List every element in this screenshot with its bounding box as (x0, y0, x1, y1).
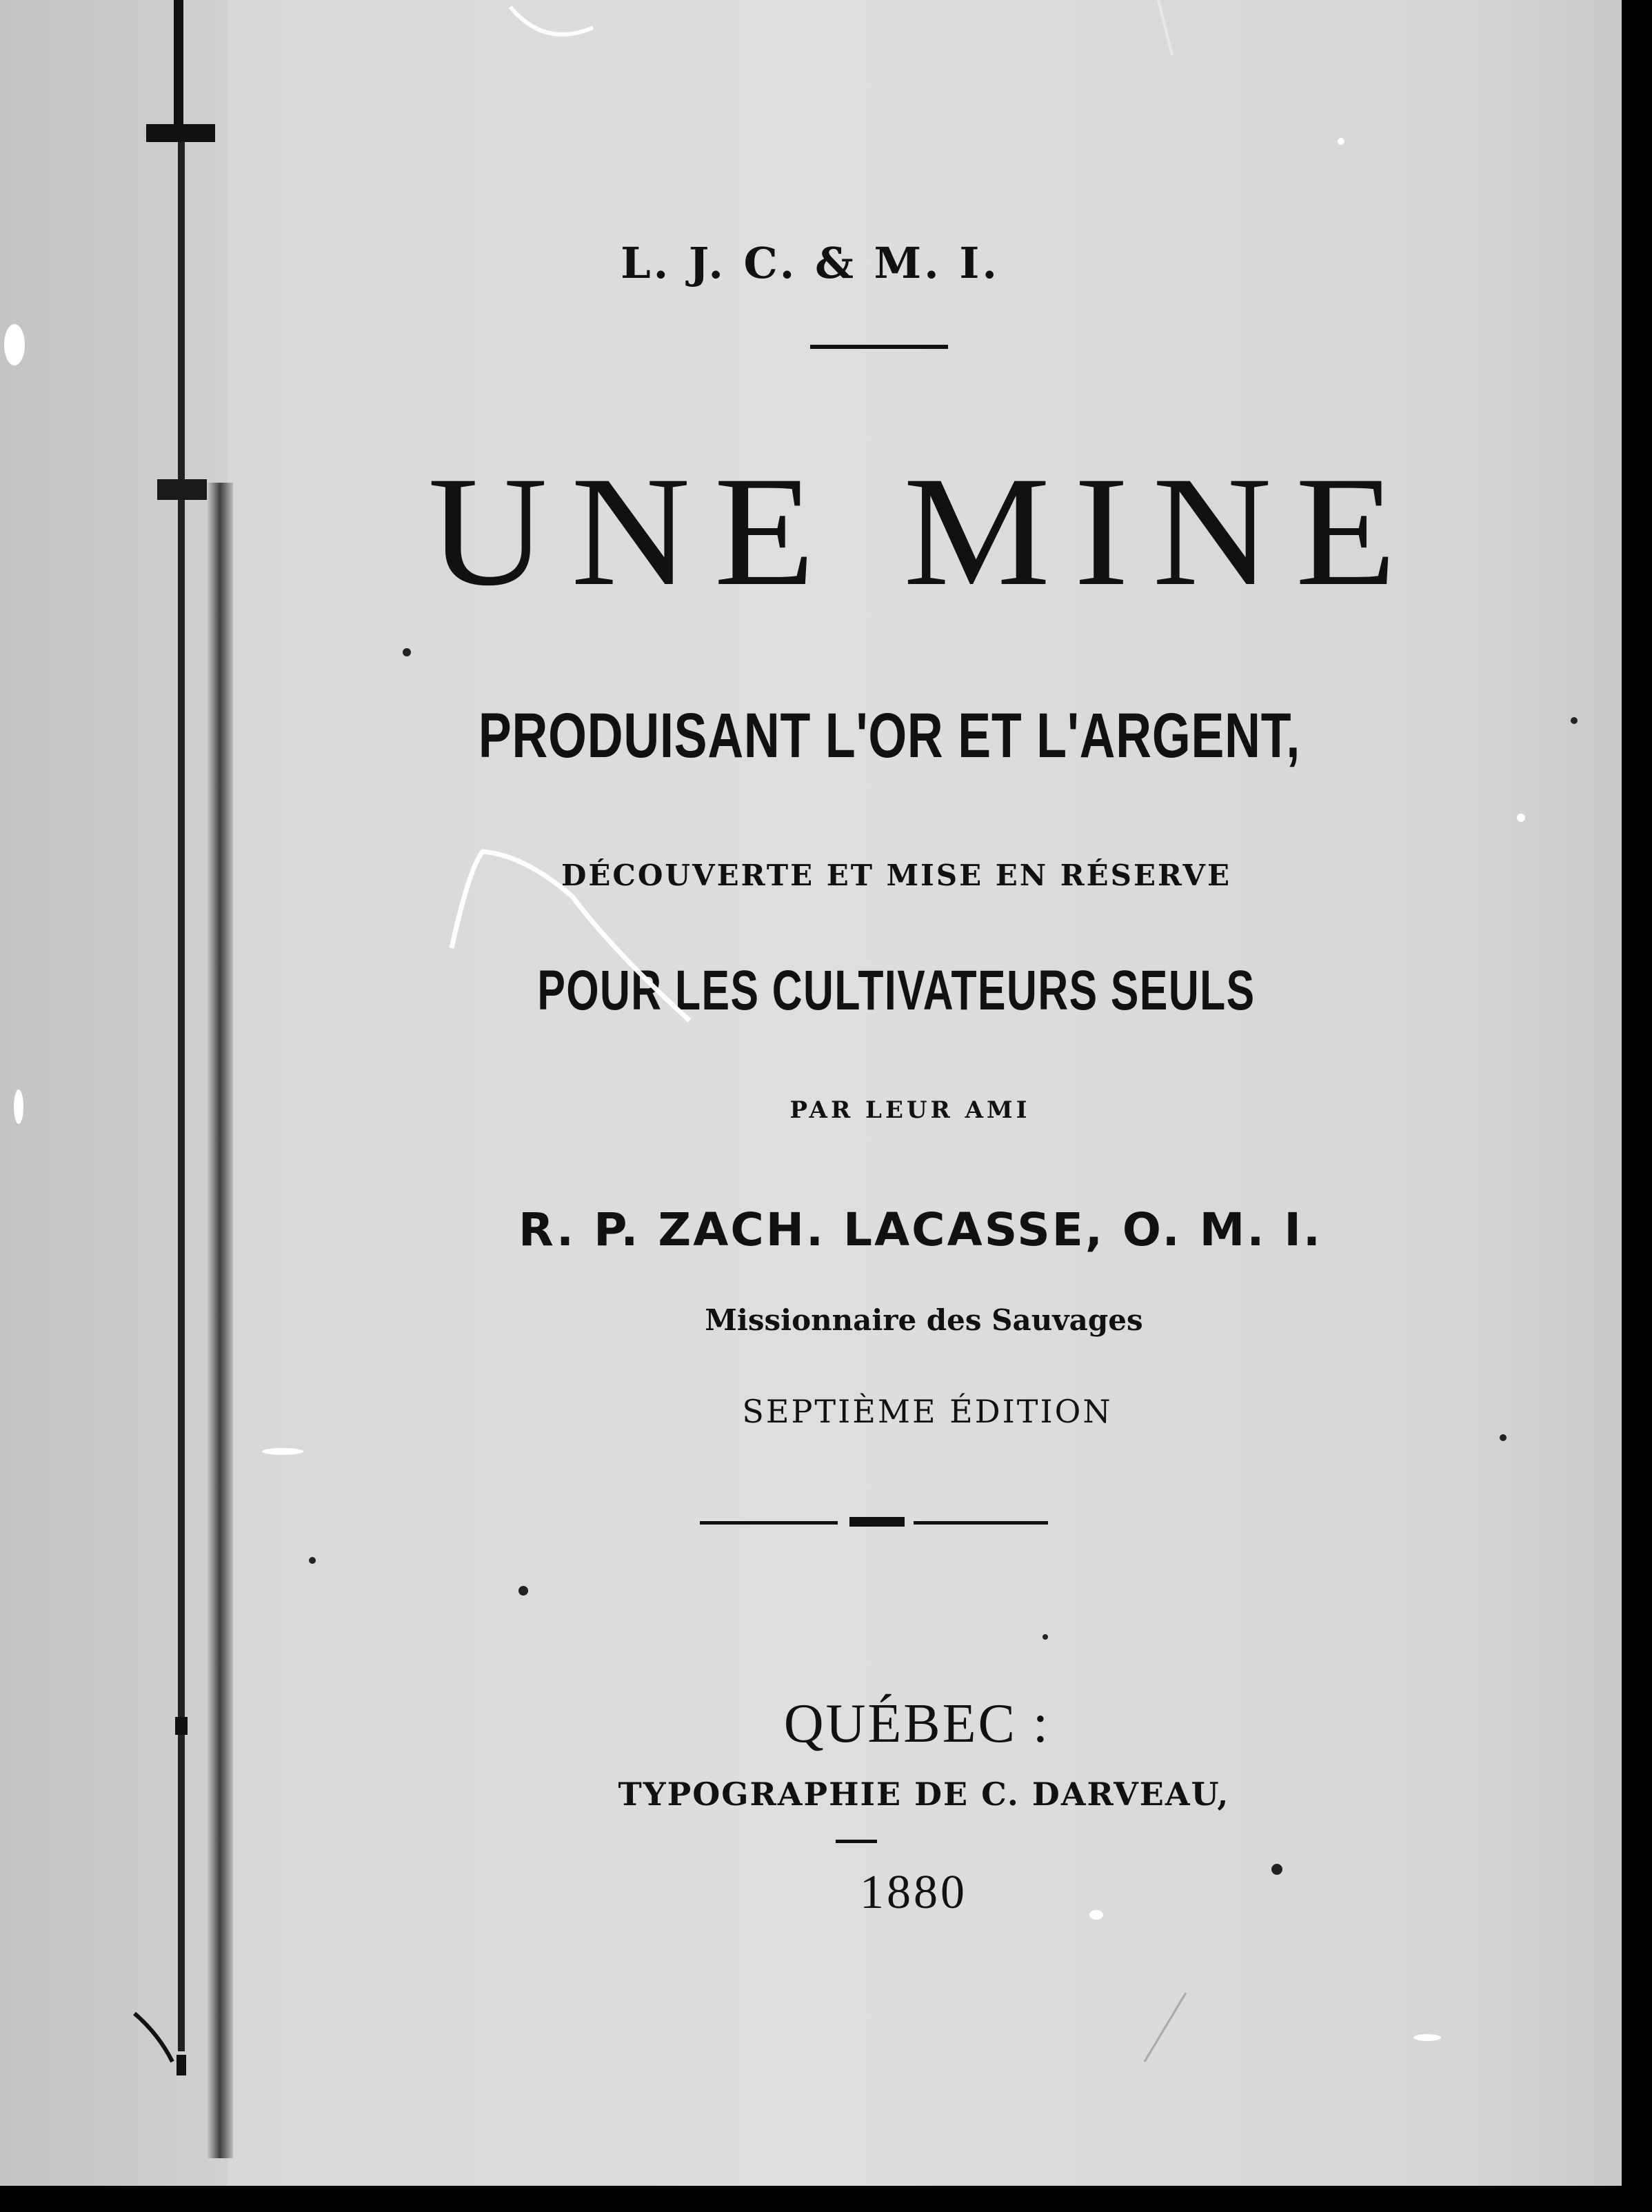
binding-margin (0, 0, 228, 2186)
top-rule (810, 345, 948, 349)
author-role: Missionnaire des Sauvages (705, 1303, 1143, 1337)
divider-left (700, 1521, 838, 1525)
ink-spot (1042, 1634, 1048, 1640)
edition-line: SEPTIÈME ÉDITION (742, 1393, 1113, 1430)
city: QUÉBEC : (783, 1693, 1051, 1754)
spine-line-lower (178, 134, 185, 2051)
spine-line (174, 0, 183, 134)
motto: L. J. C. & M. I. (621, 238, 1000, 288)
ink-spot (1500, 1434, 1507, 1441)
dust-speck (1517, 814, 1525, 822)
dust-speck (1089, 1910, 1103, 1920)
discovery-line: DÉCOUVERTE ET MISE EN RÉSERVE (561, 858, 1231, 892)
printer: TYPOGRAPHIE DE C. DARVEAU, (618, 1776, 1230, 1813)
ink-spot (518, 1586, 528, 1596)
ink-spot (1271, 1864, 1282, 1875)
divider-right (914, 1521, 1048, 1525)
book-title: UNE MINE (427, 443, 1420, 619)
spine-bracket-bottom (177, 2055, 186, 2075)
book-subtitle: PRODUISANT L'OR ET L'ARGENT, (478, 701, 1301, 771)
spine-bracket-middle (157, 479, 207, 500)
dust-speck (1338, 138, 1344, 145)
year-rule (836, 1840, 877, 1843)
divider-center (849, 1517, 905, 1527)
byline: PAR LEUR AMI (789, 1096, 1031, 1124)
ink-spot (309, 1557, 316, 1564)
scan-border-bottom (0, 2186, 1652, 2212)
dust-speck (4, 324, 25, 365)
audience-line: POUR LES CULTIVATEURS SEULS (537, 959, 1256, 1022)
dust-speck (1413, 2034, 1441, 2041)
dust-speck (14, 1089, 23, 1124)
scan-border-right (1622, 0, 1652, 2212)
spine-bracket-top (146, 124, 215, 142)
publication-year: 1880 (860, 1866, 967, 1919)
spine-bracket-lower (175, 1717, 188, 1735)
dust-speck (262, 1448, 303, 1455)
ink-spot (403, 648, 411, 656)
ink-spot (1571, 717, 1578, 724)
author-name: R. P. ZACH. LACASSE, O. M. I. (518, 1203, 1322, 1256)
spine-shadow (207, 483, 233, 2158)
